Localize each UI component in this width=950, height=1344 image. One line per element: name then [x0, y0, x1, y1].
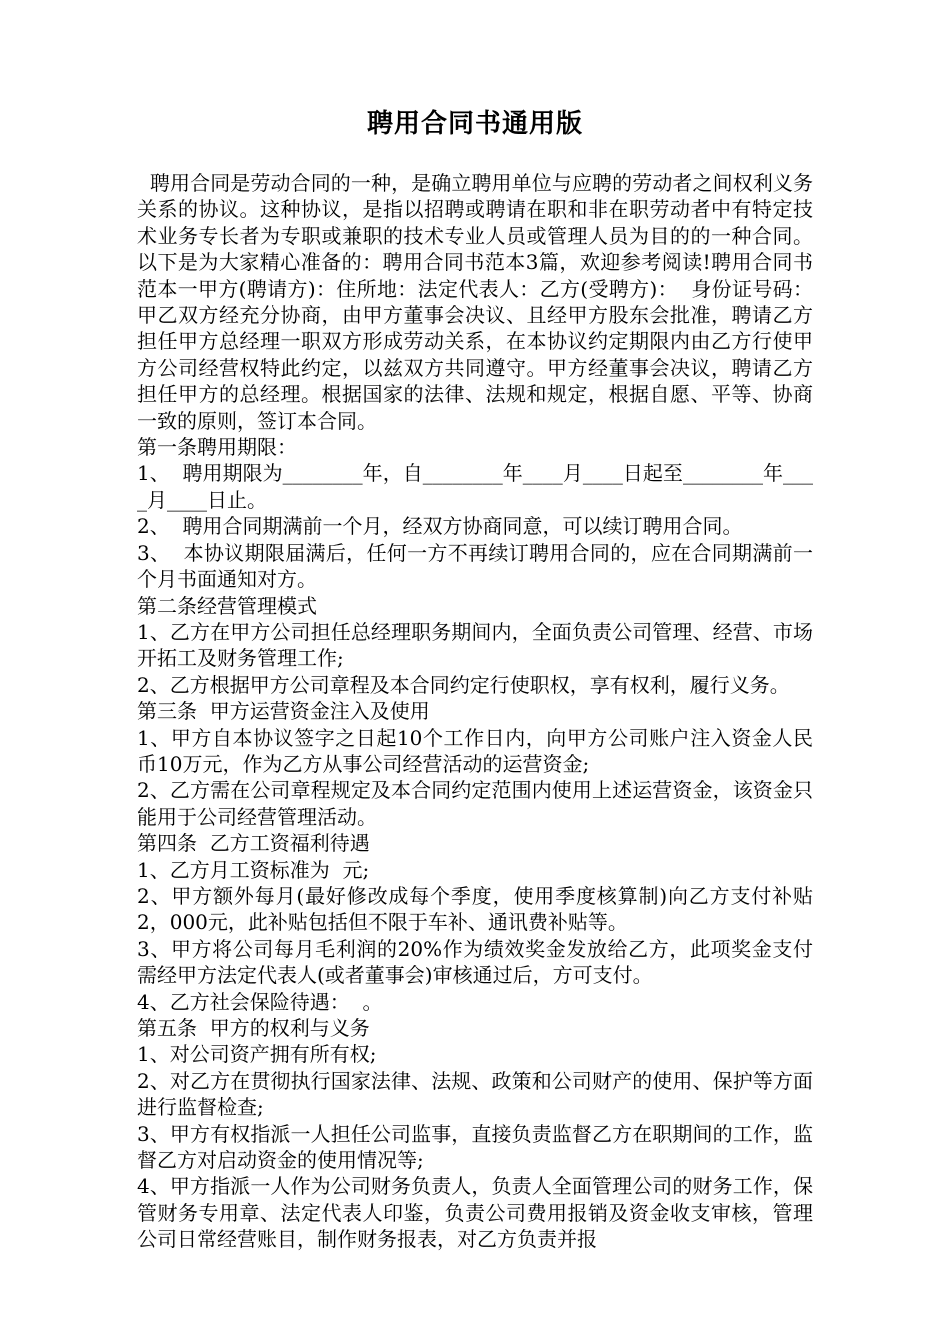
article-4-item-3: 3、甲方将公司每月毛利润的20%作为绩效奖金发放给乙方，此项奖金支付需经甲方法定代表人(或者董事会)审核通过后，方可支付。	[137, 936, 813, 988]
article-4-heading: 第四条 乙方工资福利待遇	[137, 831, 370, 856]
article-3-heading: 第三条 甲方运营资金注入及使用	[137, 699, 430, 724]
article-1-item-1: 1、 聘用期限为________年，自________年____月____日起至________年____月____日止。	[137, 461, 813, 512]
article-1-item-3: 3、 本协议期限届满后，任何一方不再续订聘用合同的，应在合同期满前一个月书面通知对方。	[137, 540, 813, 592]
article-2-item-2: 2、乙方根据甲方公司章程及本合同约定行使职权，享有权利，履行义务。	[137, 672, 790, 697]
article-5-heading: 第五条 甲方的权利与义务	[137, 1016, 370, 1040]
article-5-item-1: 1、对公司资产拥有所有权;	[137, 1042, 377, 1067]
document-title: 聘用合同书通用版	[366, 109, 583, 139]
article-3-item-1: 1、甲方自本协议签字之日起10个工作日内，向甲方公司账户注入资金人民币10万元，作为乙方从事公司经营活动的运营资金;	[137, 725, 813, 776]
article-4-item-2: 2、甲方额外每月(最好修改成每个季度，使用季度核算制)向乙方支付补贴2，000元，此补贴包括但不限于车补、通讯费补贴等。	[137, 883, 813, 935]
article-5-item-4: 4、甲方指派一人作为公司财务负责人，负责人全面管理公司的财务工作，保管财务专用章、法定代表人印鉴，负责公司费用报销及资金收支审核，管理公司日常经营账目，制作财务报表，对乙方负责并报	[137, 1174, 813, 1252]
document-body	[137, 170, 813, 1253]
article-5-item-2: 2、对乙方在贯彻执行国家法律、法规、政策和公司财产的使用、保护等方面进行监督检查;	[137, 1068, 813, 1120]
article-1-item-2: 2、 聘用合同期满前一个月，经双方协商同意，可以续订聘用合同。	[137, 514, 743, 539]
article-1-heading: 第一条聘用期限：	[137, 435, 297, 460]
intro-paragraph: 聘用合同是劳动合同的一种，是确立聘用单位与应聘的劳动者之间权利义务关系的协议。这种协议，是指以招聘或聘请在职和非在职劳动者中有特定技术业务专长者为专职或兼职的技术专业人员或管理人员为目的的一种合同。以下是为大家精心准备的：聘用合同书范本3篇，欢迎参考阅读!聘用合同书范本一甲方(聘请方)：住所地：法定代表人：乙方(受聘方)： 身份证号码：甲乙双方经充分协商，由甲方董事会决议、且经甲方股东会批准，聘请乙方担任甲方总经理一职双方形成劳动关系，在本协议约定期限内由乙方行使甲方公司经营权特此约定，以兹双方共同遵守。甲方经董事会决议，聘请乙方担任甲方的总经理。根据国家的法律、法规和规定，根据自愿、平等、协商一致的原则，签订本合同。	[137, 171, 814, 433]
article-3-item-2: 2、乙方需在公司章程规定及本合同约定范围内使用上述运营资金，该资金只能用于公司经营管理活动。	[137, 778, 813, 829]
article-4-item-4: 4、乙方社会保险待遇： 。	[137, 989, 383, 1014]
article-4-item-1: 1、乙方月工资标准为 元;	[137, 857, 370, 882]
article-2-heading: 第二条经营管理模式	[137, 593, 317, 618]
article-2-item-1: 1、乙方在甲方公司担任总经理职务期间内，全面负责公司管理、经营、市场开拓工及财务管理工作;	[137, 619, 813, 671]
article-5-item-3: 3、甲方有权指派一人担任公司监事，直接负责监督乙方在职期间的工作，监督乙方对启动资金的使用情况等;	[137, 1121, 813, 1173]
